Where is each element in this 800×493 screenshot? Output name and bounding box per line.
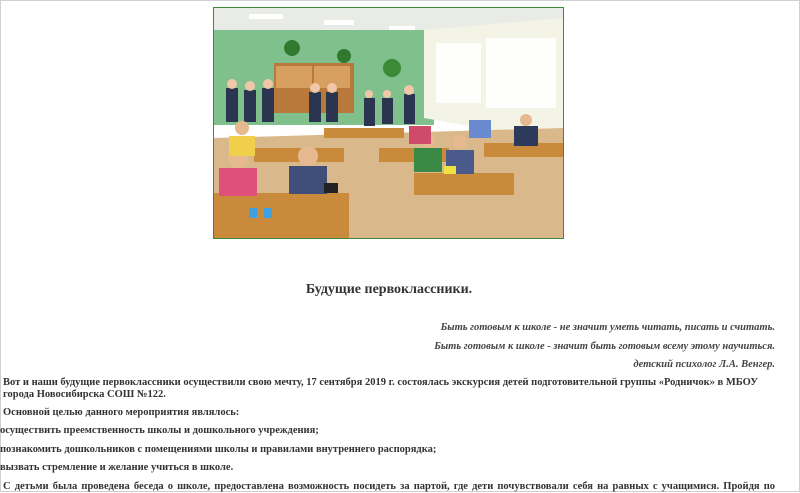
epigraph-author: детский психолог Л.А. Венгер. xyxy=(633,359,775,370)
intro-paragraph: Вот и наши будущие первоклассники осуществили свою мечту, 17 сентября 2019 г. состоялась экскурсия детей подготовительной группы «Родничок» в МБОУ города Новосибирска СОШ №122. xyxy=(3,377,758,400)
epigraph-line-2: Быть готовым к школе - значит быть готовым всему этому научиться. xyxy=(434,341,775,352)
body-paragraph: С детьми была проведена беседа о школе, предоставлена возможность посидеть за партой, где дети почувствовали себя на равных с учащимися. Пройдя по xyxy=(3,481,775,492)
goal-item-2: познакомить дошкольников с помещениями школы и правилами внутреннего распорядка; xyxy=(0,444,437,455)
goal-item-1: осуществить преемственность школы и дошкольного учреждения; xyxy=(0,425,319,436)
epigraph-line-1: Быть готовым к школе - не значит уметь читать, писать и считать. xyxy=(440,322,775,333)
goal-item-3: вызвать стремление и желание учиться в школе. xyxy=(0,462,234,473)
goal-heading: Основной целью данного мероприятия являлось: xyxy=(3,407,240,418)
classroom-photo xyxy=(213,7,564,239)
article-title: Будущие первоклассники. xyxy=(305,282,473,297)
